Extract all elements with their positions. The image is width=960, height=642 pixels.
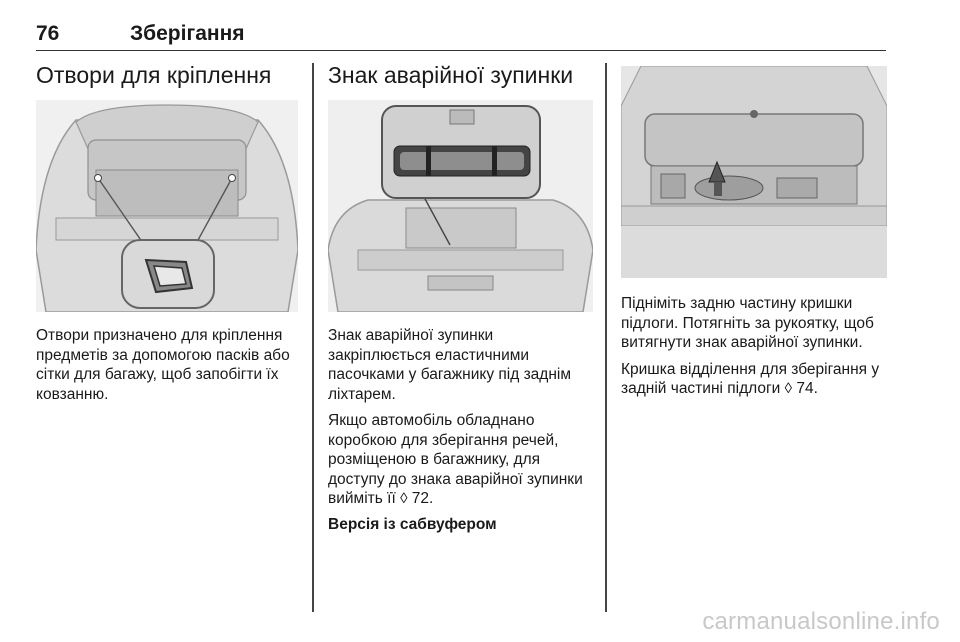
illustration-anchor-points xyxy=(36,100,298,312)
cross-reference-icon: ◊ xyxy=(784,380,793,397)
paragraph: Знак аварійної зупинки закріплюється еластичними пасочками у багажнику під заднім ліхтарем. xyxy=(328,327,572,403)
paragraph: Підніміть задню частину кришки підлоги. Потягніть за рукоятку, щоб витягнути знак аварійної зупинки. xyxy=(621,295,874,351)
column-subwoofer-version xyxy=(621,66,887,399)
column-warning-triangle xyxy=(328,60,593,535)
paragraph-text: Якщо автомобіль обладнано коробкою для зберігання речей, розміщеною в багажнику, для доступу до знака аварійної зупинки вийміть її xyxy=(328,412,583,507)
page-number: 76 xyxy=(36,22,60,45)
column-anchor-points xyxy=(36,60,298,404)
paragraph-text: Кришка відділення для зберігання у задній частині підлоги xyxy=(621,360,880,397)
page-reference[interactable]: 72. xyxy=(411,490,434,507)
section-heading: Знак аварійної зупинки xyxy=(328,62,574,88)
subheading: Версія із сабвуфером xyxy=(328,515,497,533)
column-divider xyxy=(312,63,314,612)
page-reference[interactable]: 74. xyxy=(796,380,818,397)
illustration-warning-triangle xyxy=(328,100,593,312)
paragraph xyxy=(328,411,593,509)
paragraph: Отвори призначено для кріплення предметів за допомогою пасків або сітки для багажу, щоб запобігти їх ковзанню. xyxy=(36,327,290,403)
section-title: Зберігання xyxy=(130,22,245,45)
section-heading: Отвори для кріплення xyxy=(36,62,272,88)
cross-reference-icon: ◊ xyxy=(400,490,408,507)
column-divider xyxy=(605,63,607,612)
watermark: carmanualsonline.info xyxy=(702,608,940,635)
illustration-floor-cover xyxy=(621,66,887,278)
paragraph xyxy=(621,360,887,399)
page-header xyxy=(36,22,886,51)
